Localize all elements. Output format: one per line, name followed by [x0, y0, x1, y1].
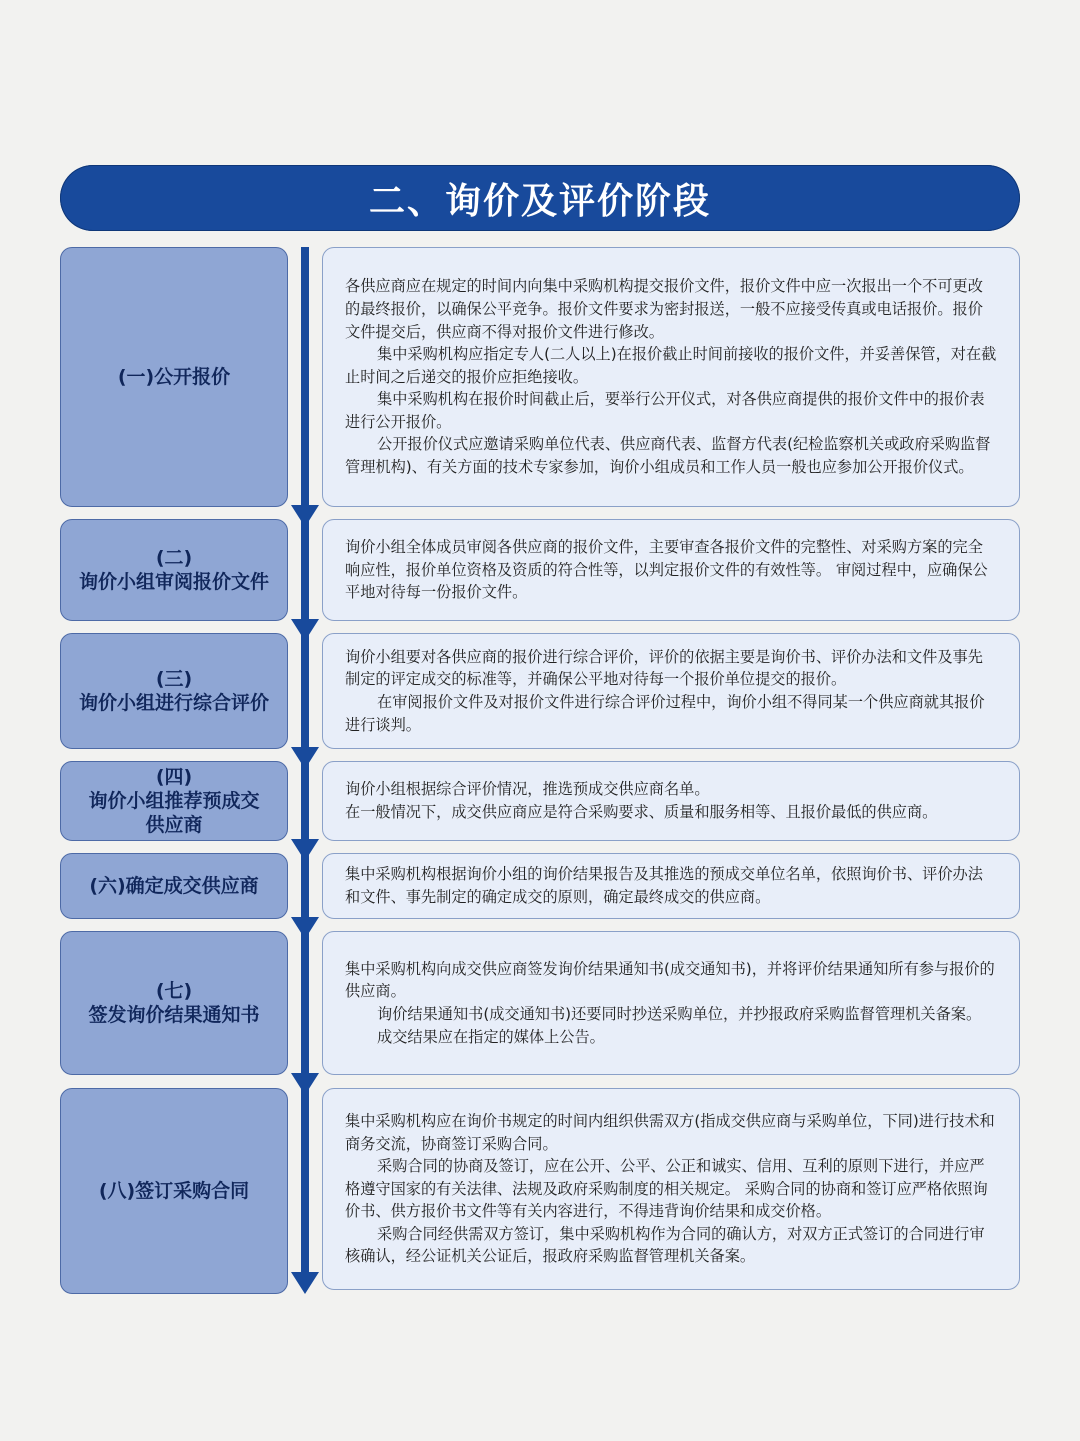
- stage-7-paragraph-1: 集中采购机构应在询价书规定的时间内组织供需双方(指成交供应商与采购单位，下同)进行技术和商务交流，协商签订采购合同。: [345, 1111, 995, 1153]
- stage-1-label-box: [60, 247, 288, 507]
- stage-6-label-box: [60, 931, 288, 1075]
- stage-2-flow-arrow: [291, 519, 319, 641]
- stage-2-paragraph-1: 询价小组全体成员审阅各供应商的报价文件，主要审查各报价文件的完整性、对采购方案的完全响应性，报价单位资格及资质的符合性等，以判定报价文件的有效性等。 审阅过程中，应确保公平地对待每一份报价文件。: [345, 538, 988, 602]
- stage-2-label-line-1: (二): [155, 547, 193, 569]
- stage-4-paragraph-2: 在一般情况下，成交供应商应是符合采购要求、质量和服务相等、且报价最低的供应商。: [345, 803, 938, 821]
- stage-1-paragraph-1: 各供应商应在规定的时间内向集中采购机构提交报价文件，报价文件中应一次报出一个不可更改的最终报价，以确保公平竞争。报价文件要求为密封报送，一般不应接受传真或电话报价。报价文件提交后，供应商不得对报价文件进行修改。: [345, 277, 983, 341]
- stage-5-label-box: [60, 853, 288, 919]
- stage-4-label-box: [60, 761, 288, 841]
- stage-3-label-box: [60, 633, 288, 749]
- stage-6-paragraph-1: 集中采购机构向成交供应商签发询价结果通知书(成交通知书)，并将评价结果通知所有参与报价的供应商。: [345, 959, 995, 1001]
- section-title-banner: [60, 165, 1020, 231]
- stage-4-paragraph-1: 询价小组根据综合评价情况，推选预成交供应商名单。: [345, 780, 710, 799]
- stage-3-label-line-2: 询价小组进行综合评价: [78, 692, 269, 714]
- stage-7-flow-arrow: [291, 1088, 319, 1294]
- stage-3-description-box: [322, 633, 1020, 749]
- stage-7-label-line-1: (八)签订采购合同: [98, 1180, 250, 1202]
- stage-7-label-box: [60, 1088, 288, 1294]
- stage-7-description-box: [322, 1088, 1020, 1290]
- stage-1-flow-arrow: [291, 247, 319, 527]
- stage-1-label-line-1: (一)公开报价: [117, 366, 231, 388]
- stage-7-paragraph-3: 采购合同经供需双方签订，集中采购机构作为合同的确认方，对双方正式签订的合同进行审核确认，经公证机关公证后，报政府采购监督管理机关备案。: [345, 1224, 985, 1266]
- stage-6-description-box: [322, 931, 1020, 1075]
- stage-6-paragraph-3: 成交结果应在指定的媒体上公告。: [377, 1027, 605, 1046]
- stage-4-flow-arrow: [291, 761, 319, 861]
- stage-6-paragraph-2: 询价结果通知书(成交通知书)还要同时抄送采购单位，并抄报政府采购监督管理机关备案。: [377, 1005, 982, 1023]
- stage-2-label-box: [60, 519, 288, 621]
- stage-5-paragraph-1: 集中采购机构根据询价小组的询价结果报告及其推选的预成交单位名单，依照询价书、评价办法和文件、事先制定的确定成交的原则，确定最终成交的供应商。: [345, 865, 983, 906]
- stage-3-flow-arrow: [291, 633, 319, 769]
- stage-4-label-line-3: 供应商: [145, 814, 203, 836]
- stage-3-paragraph-2: 在审阅报价文件及对报价文件进行综合评价过程中，询价小组不得同某一个供应商就其报价进行谈判。: [345, 693, 985, 734]
- stage-1-paragraph-3: 集中采购机构在报价时间截止后，要举行公开仪式，对各供应商提供的报价文件中的报价表进行公开报价。: [345, 390, 985, 431]
- stage-4-label-line-1: (四): [155, 766, 193, 788]
- stage-3-paragraph-1: 询价小组要对各供应商的报价进行综合评价，评价的依据主要是询价书、评价办法和文件及事先制定的评定成交的标准等，并确保公平地对待每一个报价单位提交的报价。: [345, 647, 983, 689]
- stage-4-description-box: [322, 761, 1020, 841]
- stage-5-label-line-1: (六)确定成交供应商: [89, 875, 259, 897]
- stage-6-label-line-1: (七): [155, 980, 193, 1002]
- stage-5-flow-arrow: [291, 853, 319, 939]
- stage-2-description-box: [322, 519, 1020, 621]
- stage-3-label-line-1: (三): [155, 668, 193, 690]
- stage-1-paragraph-2: 集中采购机构应指定专人(二人以上)在报价截止时间前接收的报价文件，并妥善保管，对在截止时间之后递交的报价应拒绝接收。: [345, 345, 997, 386]
- stage-4-label-line-2: 询价小组推荐预成交: [88, 790, 260, 812]
- stage-6-label-line-2: 签发询价结果通知书: [88, 1004, 260, 1026]
- stage-7-paragraph-2: 采购合同的协商及签订，应在公开、公平、公正和诚实、信用、互利的原则下进行，并应严格遵守国家的有关法律、法规及政府采购制度的相关规定。 采购合同的协商和签订应严格依照询价书、供方报价书文件等有关内容进行，不得违背询价结果和成交价格。: [345, 1157, 988, 1221]
- section-title: 二、询价及评价阶段: [368, 180, 711, 222]
- stage-1-paragraph-4: 公开报价仪式应邀请采购单位代表、供应商代表、监督方代表(纪检监察机关或政府采购监督管理机构)、有关方面的技术专家参加，询价小组成员和工作人员一般也应参加公开报价仪式。: [345, 435, 991, 477]
- stage-5-description-box: [322, 853, 1020, 919]
- stage-1-description-box: [322, 247, 1020, 507]
- stage-2-label-line-2: 询价小组审阅报价文件: [78, 571, 269, 593]
- stage-6-flow-arrow: [291, 931, 319, 1095]
